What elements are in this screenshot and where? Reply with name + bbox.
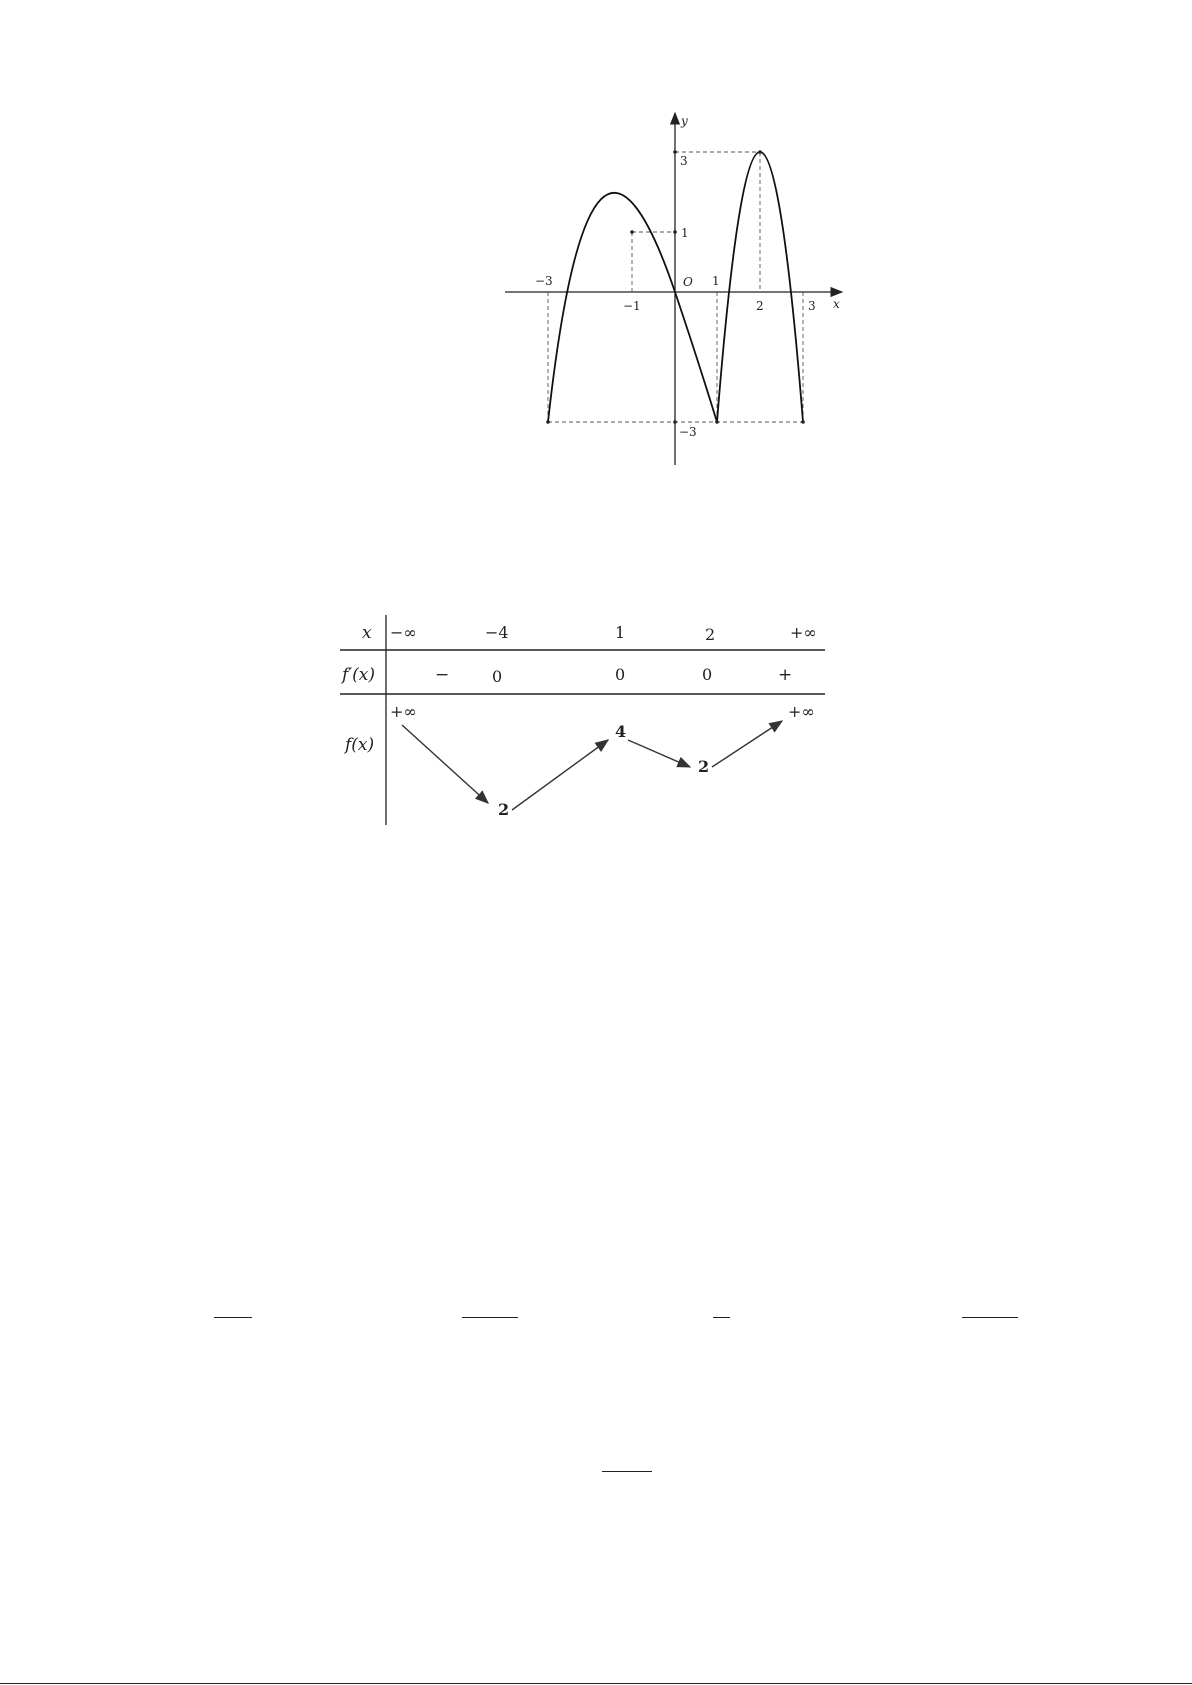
y-tick-3: 3: [680, 154, 688, 168]
x-tick-2: 2: [756, 299, 764, 313]
row-label-fprime: f′(x): [342, 665, 376, 685]
fprime-sign: −: [435, 665, 450, 685]
row-label-x: x: [362, 623, 372, 643]
decrease-arrow: [402, 725, 488, 803]
increase-arrow: [712, 721, 782, 767]
y-tick-neg3: −3: [679, 425, 697, 439]
fprime-value: 0: [492, 667, 503, 686]
fraction-bar: [713, 1317, 730, 1318]
x-value: 1: [615, 623, 626, 642]
y-axis-label: y: [681, 114, 688, 128]
f-value: 2: [498, 800, 510, 819]
page-bottom-rule: [0, 1683, 1192, 1684]
fraction-bar: [462, 1317, 518, 1318]
x-tick-neg3: −3: [535, 274, 553, 288]
x-value: −∞: [390, 623, 417, 642]
x-tick-3: 3: [808, 299, 816, 313]
fprime-value: 0: [615, 665, 626, 684]
function-graph: [490, 110, 850, 490]
row-label-f: f(x): [345, 735, 375, 755]
x-axis-label: x: [833, 297, 840, 311]
fprime-sign: +: [778, 665, 793, 685]
fraction-bar: [962, 1317, 1018, 1318]
fraction-bar: [602, 1471, 652, 1472]
fprime-value: 0: [702, 665, 713, 684]
x-value: 2: [705, 625, 716, 644]
x-tick-neg1: −1: [623, 299, 641, 313]
origin-label: O: [683, 275, 693, 289]
f-value: 4: [615, 722, 627, 741]
f-value: 2: [698, 757, 710, 776]
x-value: −4: [485, 623, 509, 642]
fraction-bar: [214, 1317, 252, 1318]
decrease-arrow: [628, 740, 690, 767]
y-tick-1: 1: [681, 226, 689, 240]
increase-arrow: [512, 740, 608, 810]
f-value: +∞: [788, 702, 815, 721]
x-value: +∞: [790, 623, 817, 642]
f-value: +∞: [390, 702, 417, 721]
variation-table: [340, 615, 840, 830]
x-tick-1: 1: [712, 274, 720, 288]
